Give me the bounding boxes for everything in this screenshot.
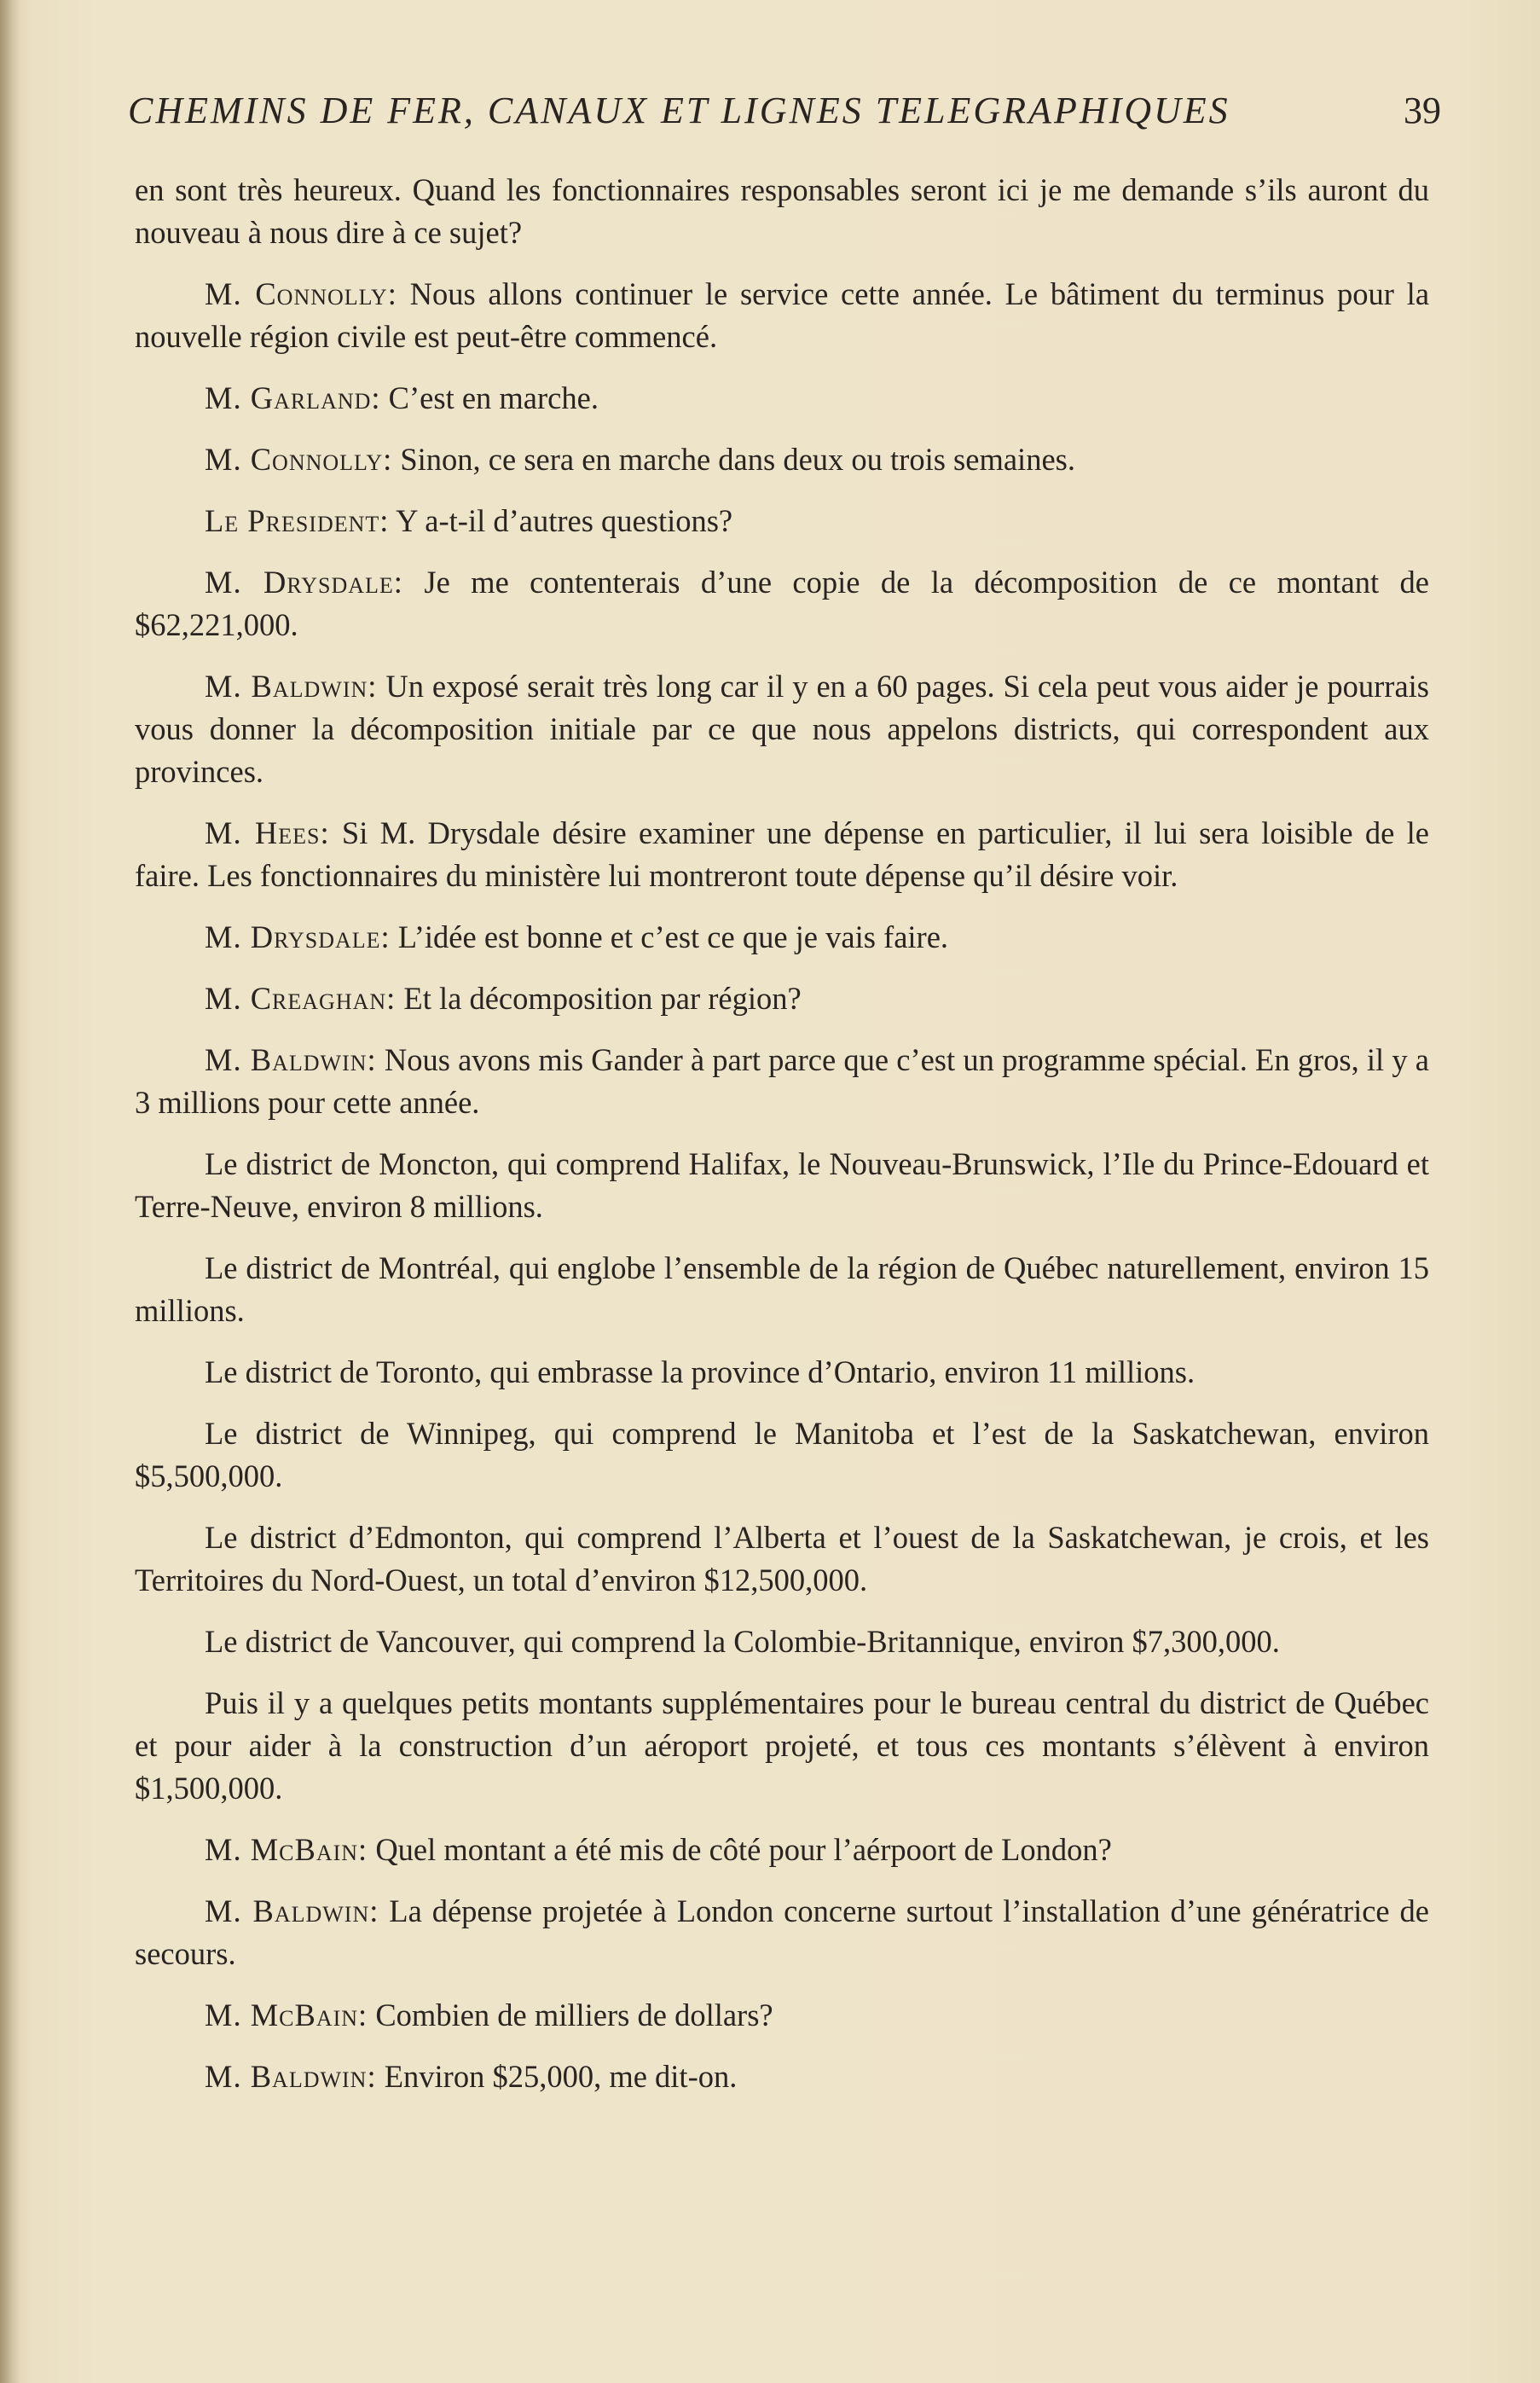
- paragraph: [135, 665, 1429, 793]
- paragraph-text: Le district de Montréal, qui englobe l’ensemble de la région de Québec naturellement, environ 15 millions.: [135, 1250, 1429, 1328]
- paragraph-text: Le district de Winnipeg, qui comprend le Manitoba et l’est de la Saskatchewan, environ $5,500,000.: [135, 1416, 1429, 1493]
- paragraph-text: Quel montant a été mis de côté pour l’aérpoort de London?: [368, 1832, 1112, 1867]
- speaker-name: M. Garland:: [205, 380, 381, 415]
- paragraph: [135, 812, 1429, 897]
- paragraph-text: Un exposé serait très long car il y en a 60 pages. Si cela peut vous aider je pourrais vous donner la décomposition initiale par ce que nous appelons districts, qui correspondent aux provinces.: [135, 669, 1429, 789]
- speaker-name: M. Drysdale:: [205, 919, 391, 954]
- paragraph-text: Je me contenterais d’une copie de la décomposition de ce montant de $62,221,000.: [135, 565, 1429, 642]
- paragraph: [135, 1890, 1429, 1975]
- speaker-name: M. McBain:: [205, 1997, 368, 2032]
- paragraph-text: Et la décomposition par région?: [396, 981, 802, 1016]
- paragraph: [135, 377, 1429, 420]
- spine-shadow: [0, 0, 20, 2383]
- page-number: 39: [1404, 90, 1441, 131]
- paragraph-text: Puis il y a quelques petits montants supplémentaires pour le bureau central du district de Québec et pour aider à la construction d’un aéroport projeté, et tous ces montants s’élèvent à environ $1,500,000.: [135, 1685, 1429, 1806]
- header-title: CHEMINS DE FER, CANAUX ET LIGNES TELEGRAPHIQUES: [128, 90, 1230, 131]
- paragraph-text: Y a-t-il d’autres questions?: [389, 503, 733, 538]
- paragraph: [135, 500, 1429, 542]
- running-header: [128, 85, 1441, 136]
- paragraph-text: La dépense projetée à London concerne surtout l’installation d’une génératrice de secours.: [135, 1893, 1429, 1971]
- paragraph: [135, 1682, 1429, 1810]
- speaker-name: M. Baldwin:: [205, 1042, 377, 1077]
- paragraph-text: Le district de Moncton, qui comprend Halifax, le Nouveau-Brunswick, l’Ile du Prince-Edouard et Terre-Neuve, environ 8 millions.: [135, 1146, 1429, 1224]
- speaker-name: Le President:: [205, 503, 390, 538]
- paragraph: [135, 273, 1429, 358]
- paragraph: [135, 2055, 1429, 2098]
- speaker-name: M. Connolly:: [205, 442, 393, 477]
- paragraph: [135, 1143, 1429, 1228]
- body-text: [135, 169, 1429, 2117]
- paragraph-text: en sont très heureux. Quand les fonctionnaires responsables seront ici je me demande s’ils auront du nouveau à nous dire à ce sujet?: [135, 172, 1429, 250]
- paragraph-text: Le district d’Edmonton, qui comprend l’Alberta et l’ouest de la Saskatchewan, je crois, et les Territoires du Nord-Ouest, un total d’environ $12,500,000.: [135, 1520, 1429, 1597]
- paragraph: [135, 977, 1429, 1020]
- speaker-name: M. Baldwin:: [205, 2059, 377, 2094]
- paragraph-text: Le district de Vancouver, qui comprend la Colombie-Britannique, environ $7,300,000.: [205, 1624, 1280, 1659]
- paragraph: [135, 169, 1429, 254]
- speaker-name: M. Baldwin:: [205, 1893, 379, 1928]
- paragraph-text: Si M. Drysdale désire examiner une dépense en particulier, il lui sera loisible de le faire. Les fonctionnaires du ministère lui montreront toute dépense qu’il désire voir.: [135, 815, 1429, 893]
- paragraph-text: L’idée est bonne et c’est ce que je vais faire.: [390, 919, 949, 954]
- paragraph: [135, 1351, 1429, 1394]
- paragraph: [135, 438, 1429, 481]
- paragraph-text: Combien de milliers de dollars?: [368, 1997, 773, 2032]
- speaker-name: M. Hees:: [205, 815, 330, 850]
- speaker-name: M. Connolly:: [205, 276, 397, 311]
- paragraph: [135, 1621, 1429, 1663]
- speaker-name: M. Drysdale:: [205, 565, 403, 600]
- paragraph: [135, 916, 1429, 959]
- speaker-name: M. Baldwin:: [205, 669, 378, 704]
- paragraph: [135, 1829, 1429, 1871]
- paragraph-text: Nous avons mis Gander à part parce que c’est un programme spécial. En gros, il y a 3 millions pour cette année.: [135, 1042, 1429, 1120]
- paragraph: [135, 1516, 1429, 1602]
- speaker-name: M. McBain:: [205, 1832, 368, 1867]
- paragraph-text: Environ $25,000, me dit-on.: [376, 2059, 738, 2094]
- paragraph-text: Le district de Toronto, qui embrasse la province d’Ontario, environ 11 millions.: [205, 1354, 1196, 1389]
- paragraph-text: Sinon, ce sera en marche dans deux ou trois semaines.: [392, 442, 1075, 477]
- speaker-name: M. Creaghan:: [205, 981, 397, 1016]
- paragraph: [135, 1994, 1429, 2037]
- paragraph: [135, 1247, 1429, 1332]
- paragraph: [135, 1412, 1429, 1498]
- paragraph: [135, 1039, 1429, 1124]
- paragraph: [135, 561, 1429, 646]
- paragraph-text: C’est en marche.: [380, 380, 599, 415]
- paragraph-text: Nous allons continuer le service cette année. Le bâtiment du terminus pour la nouvelle région civile est peut-être commencé.: [135, 276, 1430, 354]
